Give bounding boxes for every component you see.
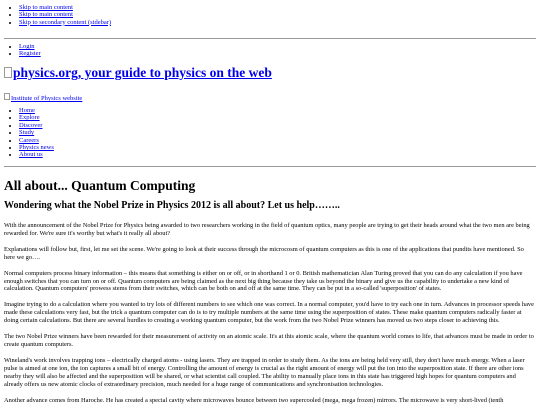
skip-link-item bbox=[19, 4, 111, 11]
skip-links bbox=[0, 4, 111, 26]
divider bbox=[4, 166, 536, 167]
register-link[interactable]: Register bbox=[19, 50, 41, 58]
nav-discover-link[interactable]: Discover bbox=[19, 121, 43, 129]
skip-link-item bbox=[19, 11, 111, 18]
site-title-link[interactable] bbox=[4, 65, 272, 80]
article-paragraph: Wineland's work involves trapping ions – electrically charged atoms - using lasers. They are trapped in order to study them. As the ions are being held very still, they don't have much energy. When a laser pulse is aimed at one ion, the ion captures a small bit of energy. Controlling the amount of energy is crucial as the right amount of energy will put the ion into the superposition state. If there are other ions nearby they will also be affected and the superposition will be shared, or what scientist call coupled. The ability to manually place ions in this state has triggered high hopes for quantum computers and already offers us new atomic clocks of extraordinary precision, much needed for a huge range of communications and synchronisation technologies. bbox=[4, 356, 525, 388]
nav-item bbox=[19, 137, 54, 144]
account-link-item bbox=[19, 50, 41, 57]
skip-to-main-link-2[interactable]: Skip to main content bbox=[19, 11, 73, 19]
article-paragraph: Imagine trying to do a calculation where you wanted to try lots of different numbers to see which one was correct. In a normal computer, you'd have to try each one in turn. Advances in processor speeds have made these calculations very fast, but the trick a quantum computer can do is to try multiple numbers at the same time using the superposition of states. These make quantum computers radically faster at doing certain calculations. But there are several hurdles to creating a working quantum computer, but the work from the two Nobel Prize winners has moved us two steps closer to achieving this. bbox=[4, 301, 534, 325]
broken-image-icon bbox=[4, 67, 12, 78]
article-subtitle: Wondering what the Nobel Prize in Physics 2012 is all about? Let us help…….. bbox=[4, 200, 340, 211]
article-paragraph: Normal computers process binary information – this means that something is either on or off, or in shorthand 1 or 0. British mathematician Alan Turing proved that you can do any calculation if you have enough switches that you can turn on or off. Quantum computers are being claimed as the next big thing because they take us beyond the binary and give us the capability to undertake a new kind of calculation. Quantum computers' prowess stems from their switches, which can be both on and off at the same time. They can be put in a so-called 'superposition' of states. bbox=[4, 269, 523, 293]
nav-home-link[interactable]: Home bbox=[19, 107, 35, 114]
skip-to-sidebar-link[interactable]: Skip to secondary content (sidebar) bbox=[19, 18, 112, 26]
broken-image-icon bbox=[4, 93, 10, 100]
iop-website-text: Institute of Physics website bbox=[11, 95, 83, 102]
nav-about-us-link[interactable]: About us bbox=[19, 151, 43, 159]
skip-link-item bbox=[19, 19, 111, 26]
nav-study-link[interactable]: Study bbox=[19, 129, 35, 137]
site-title bbox=[4, 65, 272, 81]
nav-item bbox=[19, 107, 54, 114]
site-title-text: physics.org, your guide to physics on the web bbox=[13, 65, 272, 80]
account-links bbox=[0, 43, 41, 58]
skip-to-main-link-1[interactable]: Skip to main content bbox=[19, 4, 73, 11]
nav-item bbox=[19, 151, 54, 158]
login-link[interactable]: Login bbox=[19, 43, 35, 50]
article-paragraph: Another advance comes from Haroche. He has created a special cavity where microwaves bounce between two supercooled (mega, mega frozen) mirrors. The microwave is very short-lived (tenth bbox=[4, 396, 504, 404]
account-link-item bbox=[19, 43, 41, 50]
nav-item bbox=[19, 122, 54, 129]
nav-item bbox=[19, 144, 54, 151]
article-paragraph: With the announcement of the Nobel Prize for Physics being awarded to two researchers working in the field of quantum optics, many people are trying to get their heads around what the two men are being rewarded for. We're sure it's worthy but what's it really all about? bbox=[4, 222, 530, 237]
iop-logo-link-wrap bbox=[4, 93, 82, 103]
nav-explore-link[interactable]: Explore bbox=[19, 114, 40, 122]
nav-careers-link[interactable]: Careers bbox=[19, 136, 39, 144]
main-nav bbox=[0, 107, 54, 159]
nav-item bbox=[19, 114, 54, 121]
iop-website-link[interactable] bbox=[4, 95, 82, 102]
article-paragraph: Explanations will follow but, first, let me set the scene. We're going to look at their success through the microcosm of quantum computers as this is one of the applications that pundits have mentioned. So here we go…. bbox=[4, 245, 524, 261]
article-title: All about... Quantum Computing bbox=[4, 178, 196, 193]
nav-item bbox=[19, 129, 54, 136]
divider bbox=[4, 38, 536, 39]
nav-physics-news-link[interactable]: Physics news bbox=[19, 144, 54, 152]
article-body bbox=[4, 222, 534, 412]
article-paragraph: The two Nobel Prize winners have been rewarded for their measurement of activity on an atomic scale. It's at this atomic scale, where the quantum world comes to life, that advances must be made in order to create quantum computers. bbox=[4, 333, 534, 348]
